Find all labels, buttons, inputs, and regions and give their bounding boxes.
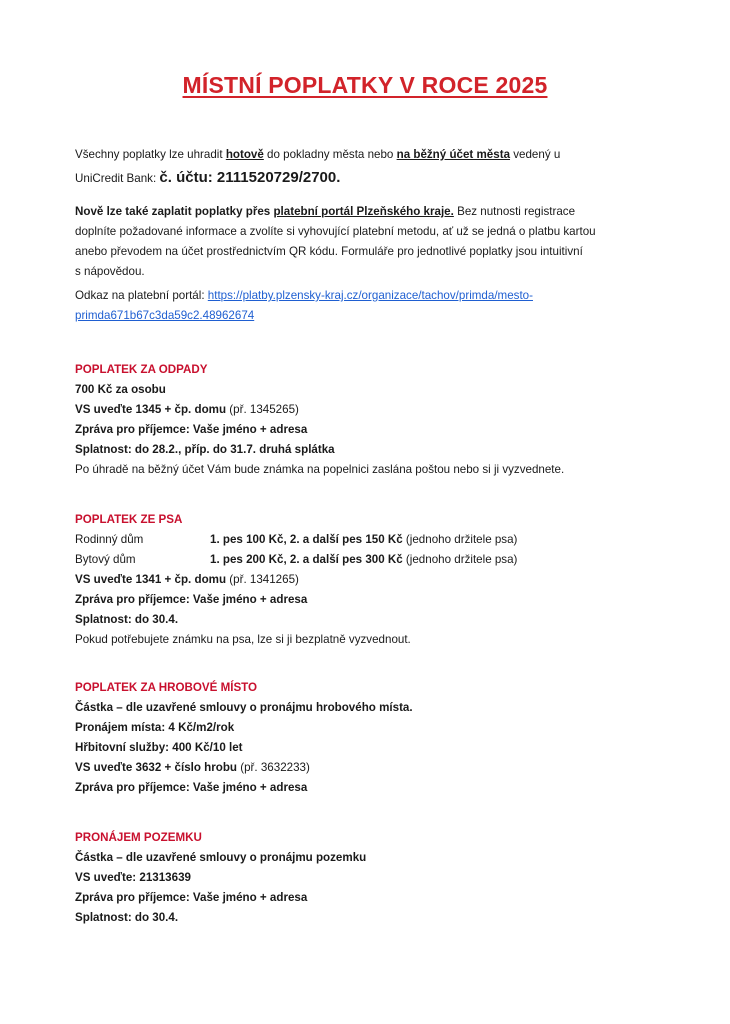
flat-note: (jednoho držitele psa) [402,553,518,566]
link-label: Odkaz na platební portál: [75,289,208,302]
section-pozemek [75,828,655,928]
section-odpady [75,360,655,480]
price-line: 700 Kč za osobu [75,383,166,396]
due-line: Splatnost: do 30.4. [75,911,179,924]
message-line: Zpráva pro příjemce: Vaše jméno + adresa [75,781,308,794]
vs-example: (př. 1345265) [226,403,299,416]
vs-example: (př. 3632233) [237,761,310,774]
portal-paragraph [75,202,655,282]
house-row [75,530,655,550]
house-price: 1. pes 100 Kč, 2. a další pes 150 Kč [210,533,403,546]
note-line: Pokud potřebujete známku na psa, lze si ji bezplatně vyzvednout. [75,633,411,646]
flat-row [75,550,655,570]
portal-text: anebo převodem na účet prostřednictvím QR kódu. Formuláře pro jednotlivé poplatky jsou intuitivní [75,245,583,258]
portal-name: platební portál Plzeňského kraje. [273,205,454,218]
section-hrob [75,678,655,798]
message-line: Zpráva pro příjemce: Vaše jméno + adresa [75,593,308,606]
intro-text: vedený u [510,148,561,161]
account-emphasis: na běžný účet města [396,148,511,161]
message-line: Zpráva pro příjemce: Vaše jméno + adresa [75,423,308,436]
vs-line: VS uveďte 3632 + číslo hrobu [75,761,238,774]
portal-link[interactable]: primda671b67c3da59c2.48962674 [75,309,255,322]
section-heading: POPLATEK ZA ODPADY [75,363,208,376]
portal-text: s nápovědou. [75,265,145,278]
rent-line: Pronájem místa: 4 Kč/m2/rok [75,721,235,734]
portal-link[interactable]: https://platby.plzensky-kraj.cz/organizace/tachov/primda/mesto- [207,289,533,302]
flat-price: 1. pes 200 Kč, 2. a další pes 300 Kč [210,553,403,566]
portal-text: Bez nutnosti registrace [453,205,576,218]
note-line: Po úhradě na běžný účet Vám bude známka na popelnici zaslána poštou nebo si ji vyzvednete. [75,463,565,476]
intro-payment-paragraph [75,145,655,189]
due-line: Splatnost: do 28.2., příp. do 31.7. druhá splátka [75,443,335,456]
message-line: Zpráva pro příjemce: Vaše jméno + adresa [75,891,308,904]
section-psa [75,510,655,650]
page-title: MÍSTNÍ POPLATKY V ROCE 2025 [182,72,548,98]
vs-line: VS uveďte: 21313639 [75,871,191,884]
amount-line: Částka – dle uzavřené smlouvy o pronájmu pozemku [75,851,367,864]
intro-text: do pokladny města nebo [263,148,397,161]
flat-label: Bytový dům [75,553,136,566]
portal-text: doplníte požadované informace a zvolíte si vyhovující platební metodu, ať už se jedná o platbu kartou [75,225,596,238]
vs-line: VS uveďte 1341 + čp. domu [75,573,227,586]
portal-bold-text: Nově lze také zaplatit poplatky přes [75,205,274,218]
vs-line: VS uveďte 1345 + čp. domu [75,403,227,416]
section-heading: POPLATEK ZA HROBOVÉ MÍSTO [75,681,258,694]
section-heading: PRONÁJEM POZEMKU [75,831,202,844]
bank-name: UniCredit Bank: [75,172,160,185]
amount-line: Částka – dle uzavřené smlouvy o pronájmu hrobového místa. [75,701,413,714]
services-line: Hřbitovní služby: 400 Kč/10 let [75,741,243,754]
portal-link-paragraph [75,286,655,326]
cash-emphasis: hotově [225,148,264,161]
due-line: Splatnost: do 30.4. [75,613,179,626]
section-heading: POPLATEK ZE PSA [75,513,183,526]
vs-example: (př. 1341265) [226,573,299,586]
account-number: č. účtu: 2111520729/2700. [159,169,341,186]
house-label: Rodinný dům [75,533,144,546]
house-note: (jednoho držitele psa) [402,533,518,546]
intro-text: Všechny poplatky lze uhradit [75,148,226,161]
